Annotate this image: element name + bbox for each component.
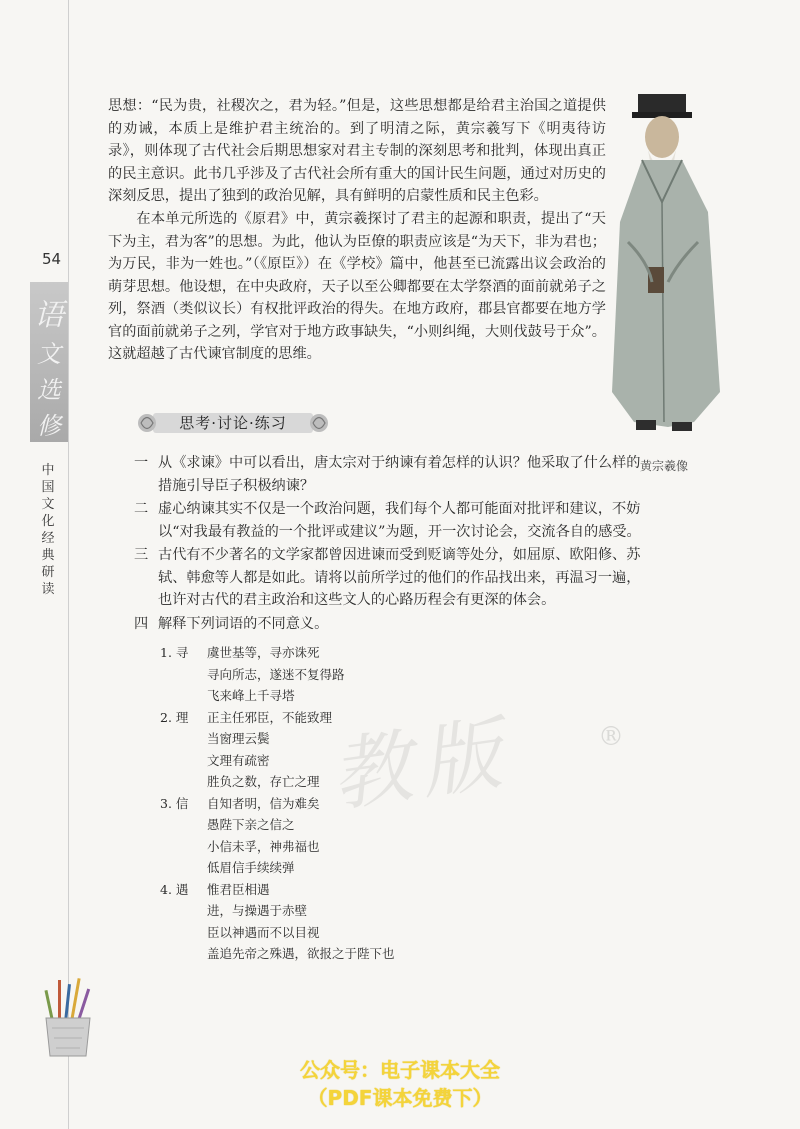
vocabulary-example: 臣以神遇而不以目视 xyxy=(207,924,320,940)
exercise-number: 四 xyxy=(134,615,149,632)
series-char: 选 xyxy=(37,376,61,404)
section-title: 思考·讨论·练习 xyxy=(179,414,287,432)
vocabulary-example: 飞来峰上千寻塔 xyxy=(207,688,295,703)
vocabulary-example: 虞世基等，寻亦诛死 xyxy=(207,645,320,660)
book-title-vertical xyxy=(38,462,58,598)
page-number: 54 xyxy=(42,250,62,268)
vocabulary-example: 低眉信手续续弹 xyxy=(207,860,295,875)
series-char: 文 xyxy=(37,340,61,368)
footer-promo xyxy=(0,1056,800,1112)
book-title-char: 研 xyxy=(41,565,55,580)
vocabulary-example: 当窗理云鬓 xyxy=(207,731,270,746)
series-char: 修 xyxy=(37,412,61,440)
book-title-char: 国 xyxy=(41,480,55,495)
margin-divider xyxy=(68,0,69,1129)
book-title-char: 读 xyxy=(41,582,55,597)
vocabulary-word: 1. 寻 xyxy=(160,645,189,660)
exercise-item xyxy=(134,498,654,543)
series-label-block xyxy=(30,282,68,442)
vocabulary-example: 自知者明，信为难矣 xyxy=(207,795,320,811)
series-char: 语 xyxy=(34,298,64,333)
exercise-text: 解释下列词语的不同意义。 xyxy=(158,615,329,632)
vocabulary-group xyxy=(160,879,480,965)
vocabulary-example: 进，与操遇于赤壁 xyxy=(207,903,308,918)
footer-promo-line: 公众号：电子课本大全 xyxy=(300,1058,500,1082)
exercise-item xyxy=(134,613,654,636)
vocabulary-example: 正主任邪臣，不能致理 xyxy=(207,709,333,725)
exercise-item xyxy=(134,544,654,612)
footer-promo-line: （PDF课本免费下） xyxy=(307,1086,493,1110)
book-title-char: 经 xyxy=(41,531,55,546)
vocabulary-word: 3. 信 xyxy=(160,795,189,811)
book-title-char: 化 xyxy=(41,514,55,529)
body-paragraph: 思想：“民为贵，社稷次之，君为轻。”但是，这些思想都是给君主治国之道提供的劝诫，本质上是维护君主统治的。到了明清之际，黄宗羲写下《明夷待访录》，则体现了古代社会后期思想家对君主专制的深刻思考和批判，体现出真正的民主意识。此书几乎涉及了古代社会所有重大的国计民生问题，通过对历史的深刻反思，提出了独到的政治见解，具有鲜明的启蒙性质和民主色彩。 xyxy=(108,98,606,204)
exercise-item xyxy=(134,452,654,497)
vocabulary-word: 4. 遇 xyxy=(160,881,189,897)
vocabulary-example: 惟君臣相遇 xyxy=(207,881,270,897)
book-title-char: 文 xyxy=(41,497,55,512)
exercise-number: 二 xyxy=(134,501,149,517)
exercise-text: 从《求谏》中可以看出，唐太宗对于纳谏有着怎样的认识？他采取了什么样的措施引导臣子积极纳谏？ xyxy=(158,455,641,494)
vocabulary-example: 小信未孚，神弗福也 xyxy=(207,838,320,854)
vocabulary-example: 盖追先帝之殊遇，欲报之于陛下也 xyxy=(207,946,395,961)
vocabulary-word: 2. 理 xyxy=(160,709,189,725)
vocabulary-example: 寻向所志，遂迷不复得路 xyxy=(207,666,345,682)
exercise-text: 虚心纳谏其实不仅是一个政治问题，我们每个人都可能面对批评和建议，不妨以“对我最有教益的一个批评或建议”为题，开一次讨论会，交流各自的感受。 xyxy=(158,501,641,540)
exercise-number: 三 xyxy=(134,547,149,563)
vocabulary-example: 胜负之数，存亡之理 xyxy=(207,774,320,789)
vocabulary-example: 文理有疏密 xyxy=(207,752,270,768)
exercise-text: 古代有不少著名的文学家都曾因进谏而受到贬谪等处分，如屈原、欧阳修、苏轼、韩愈等人都是如此。请将以前所学过的他们的作品找出来，再温习一遍，也许对古代的君主政治和这些文人的心路历程会有更深的体会。 xyxy=(158,547,641,608)
registered-mark: ® xyxy=(598,722,624,752)
body-paragraph: 在本单元所选的《原君》中，黄宗羲探讨了君主的起源和职责，提出了“天下为主，君为客”的思想。为此，他认为臣僚的职责应该是“为天下，非为君也；为万民，非为一姓也。”（《原臣》）在《学校》篇中，他甚至已流露出议会政治的萌芽思想。他设想，在中央政府，天子以至公卿都要在太学祭酒的面前就弟子之列，祭酒（类似议长）有权批评政治的得失。在地方政府，郡县官都要在地方学官的面前就弟子之列，学官对于地方政事缺失，“小则纠绳，大则伐鼓号于众”。这就超越了古代谏官制度的思维。 xyxy=(108,211,606,362)
portrait-image xyxy=(608,92,738,442)
portrait-caption: 黄宗羲像 xyxy=(640,459,689,473)
book-title-char: 典 xyxy=(41,548,55,563)
publisher-watermark: 教版 xyxy=(325,705,517,824)
book-title-char: 中 xyxy=(41,463,55,478)
exercise-list xyxy=(134,452,654,635)
vocabulary-example: 愚陛下亲之信之 xyxy=(207,817,295,832)
exercise-number: 一 xyxy=(134,455,149,471)
pencil-cup-icon xyxy=(38,970,98,1060)
section-banner xyxy=(133,408,333,438)
